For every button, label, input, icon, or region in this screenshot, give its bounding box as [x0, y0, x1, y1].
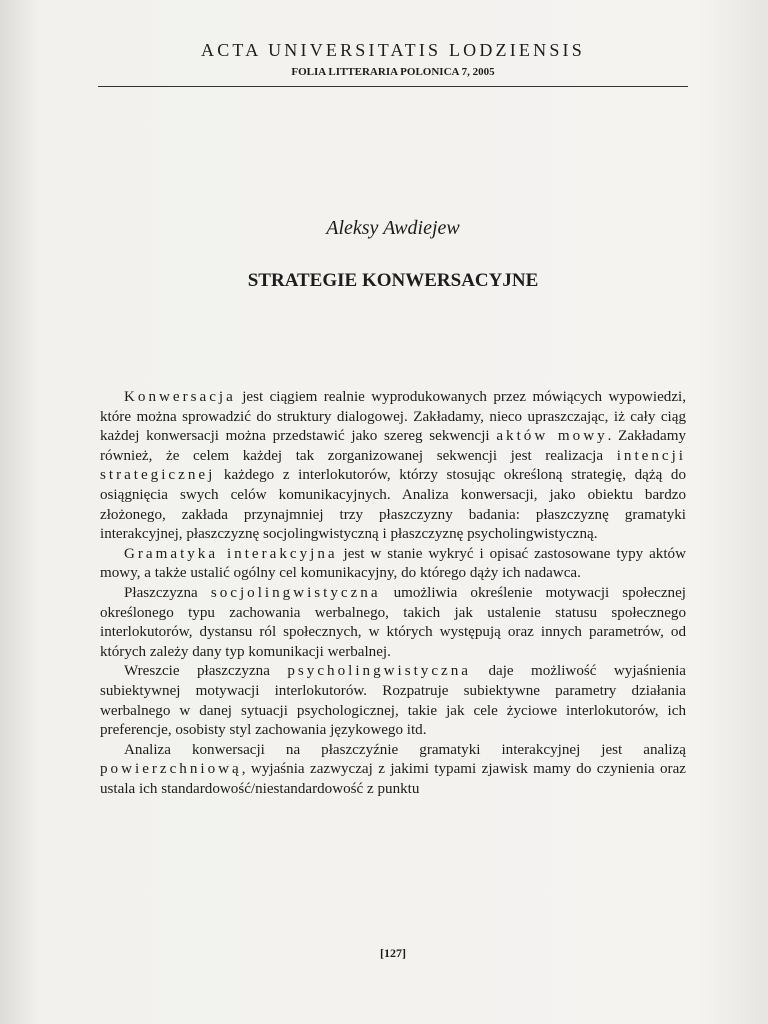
- paragraph-text: Analiza konwersacji na płaszczyźnie gramatyki interakcyjnej jest analizą: [124, 741, 686, 758]
- spaced-term: aktów mowy: [496, 428, 608, 445]
- header-rule: [98, 86, 688, 87]
- document-page: [98, 40, 688, 960]
- spaced-term: Konwersacja: [124, 389, 236, 405]
- paragraph-2: [100, 545, 686, 584]
- article-author: Aleksy Awdiejew: [326, 217, 460, 239]
- series-info: FOLIA LITTERARIA POLONICA 7, 2005: [291, 66, 495, 78]
- article-title: STRATEGIE KONWERSACYJNE: [247, 270, 539, 291]
- paragraph-text: Płaszczyzna: [124, 584, 211, 601]
- paragraph-text: umożliwia określenie motywacji społecznej określonego typu zachowania werbalnego, takich jak ustalenie statusu społecznego interlokutorów, dystansu ról społecznych, w których występują oraz innych parametrów, od których zależy dany typ komunikacji werbalnej.: [100, 584, 686, 660]
- spaced-term: powierzchniową: [100, 761, 242, 778]
- paragraph-text: jest ciągiem realnie wyprodukowanych przez mówiących wypowiedzi, które można sprowadzić do struktury dialogowej. Zakładamy, nieco upraszczając, iż cały ciąg każdej konwersacji można przedstawić jako szereg sekwencji: [100, 389, 686, 445]
- paragraph-1: [100, 388, 686, 545]
- paragraph-text: jest w stanie wykryć i opisać zastosowane typy aktów mowy, a także ustalić ogólny cel komunikacyjny, do którego dąży ich nadawca.: [100, 545, 686, 582]
- page-number: [127]: [380, 946, 406, 960]
- spaced-term: intencji strategicznej: [100, 447, 686, 484]
- paragraph-4: [100, 662, 686, 740]
- paragraph-text: . Zakładamy również, że celem każdej tak zorganizowanej sekwencji jest realizacja: [100, 428, 686, 464]
- paragraph-3: [100, 584, 686, 662]
- paragraph-text: , wyjaśnia zazwyczaj z jakimi typami zjawisk mamy do czynienia oraz ustala ich standardowość/niestandardowość z punktu: [100, 761, 686, 797]
- paragraph-text: każdego z interlokutorów, którzy stosując określoną strategię, dążą do osiągnięcia swych celów komunikacyjnych. Analiza konwersacji, jako obiektu bardzo złożonego, zakłada przynajmniej trzy płaszczyzny badania: płaszczyznę gramatyki interakcyjnej, płaszczyznę socjolingwistyczną i płaszczyznę psycholingwistyczną.: [100, 467, 686, 543]
- paragraph-text: daje możliwość wyjaśnienia subiektywnej motywacji interlokutorów. Rozpatruje subiektywne parametry działania werbalnego w danej sytuacji psychologicznej, takie jak cele życiowe interlokutorów, ich preferencje, osobisty styl zachowania językowego itd.: [100, 663, 687, 739]
- spaced-term: socjolingwistyczna: [210, 584, 381, 601]
- paragraph-5: [100, 741, 686, 800]
- spaced-term: Gramatyka interakcyjna: [124, 545, 338, 562]
- spaced-term: psycholingwistyczna: [287, 663, 471, 680]
- paragraph-text: Wreszcie płaszczyzna: [124, 663, 288, 680]
- journal-title: ACTA UNIVERSITATIS LODZIENSIS: [201, 40, 585, 60]
- article-body: [98, 388, 688, 799]
